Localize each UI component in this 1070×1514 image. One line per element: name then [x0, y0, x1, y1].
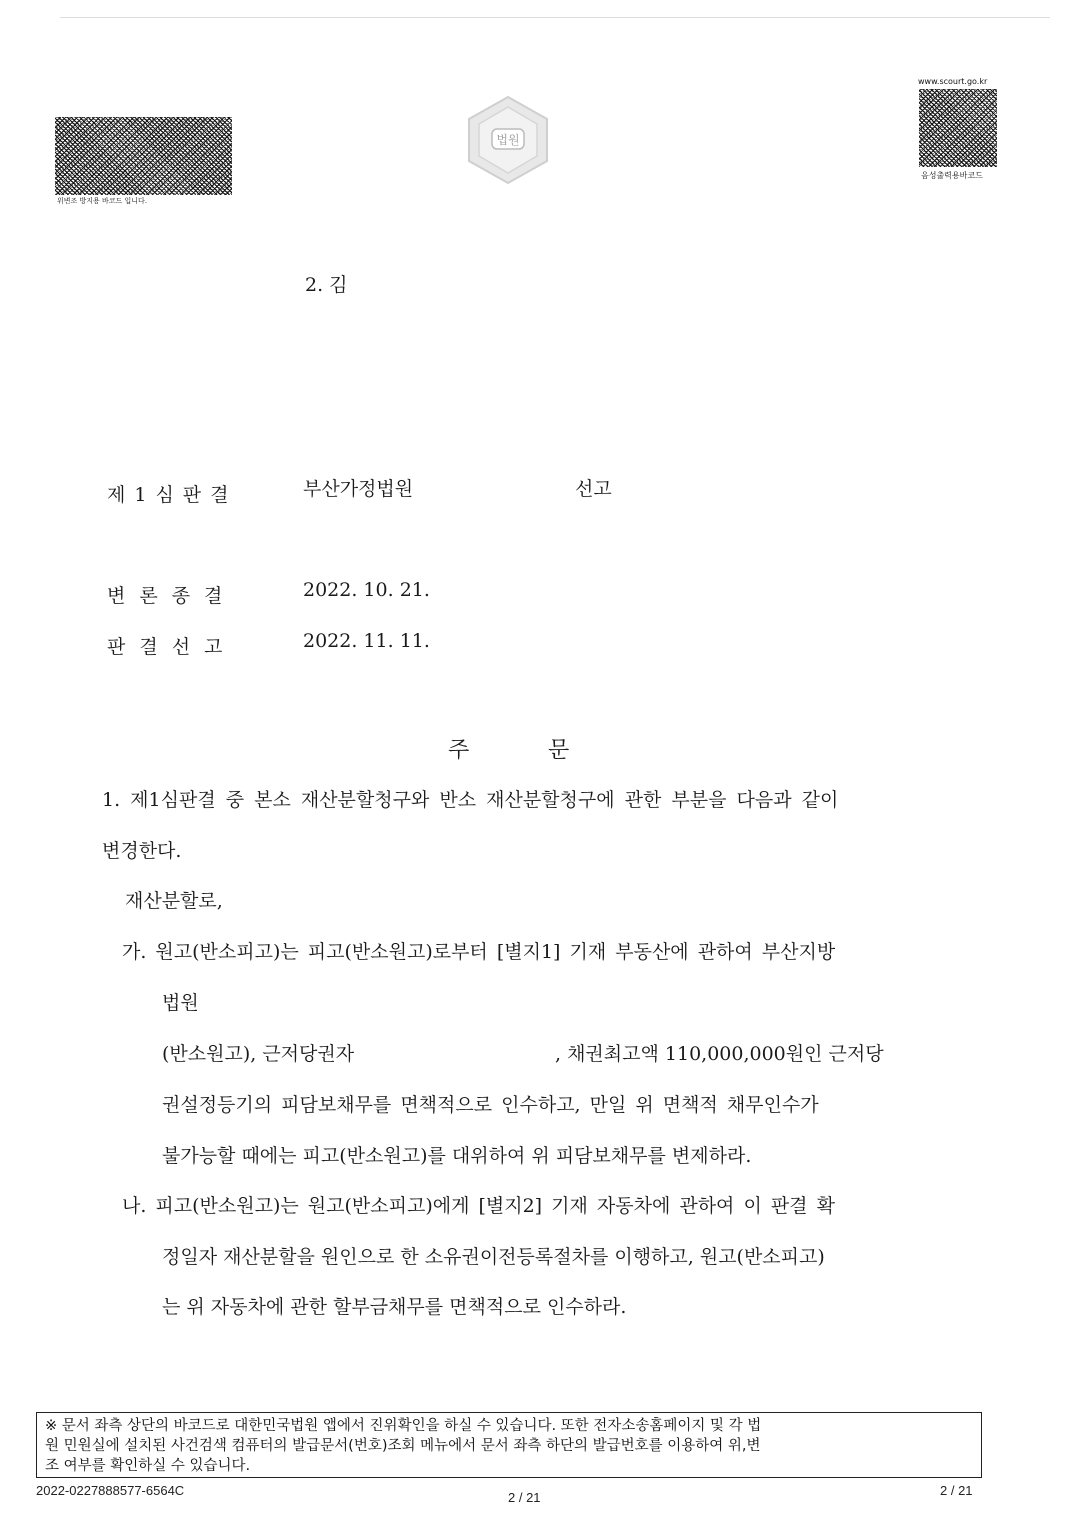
- order-line-2: 변경한다.: [102, 840, 182, 862]
- site-url: www.scourt.go.kr: [918, 77, 988, 86]
- order-line-9: 나. 피고(반소원고)는 원고(반소피고)에게 [별지2] 기재 자동차에 관하여 이 판결 확: [122, 1195, 835, 1217]
- scan-edge-line: [60, 17, 1050, 18]
- notice-line-3: 조 여부를 확인하실 수 있습니다.: [45, 1458, 251, 1474]
- order-line-1: 1. 제1심판결 중 본소 재산분할청구와 반소 재산분할청구에 관한 부분을 다음과 같이: [102, 789, 839, 811]
- party-line: 2. 김: [305, 274, 348, 296]
- anti-forgery-barcode-caption: 위변조 방지용 바코드 입니다.: [57, 197, 148, 205]
- notice-line-2: 원 민원실에 설치된 사건검색 컴퓨터의 발급문서(번호)조회 메뉴에서 문서 좌측 하단의 발급번호를 이용하여 위,변: [45, 1438, 761, 1454]
- closing-label: 변론종결: [107, 585, 237, 607]
- order-line-11: 는 위 자동차에 관한 할부금채무를 면책적으로 인수하라.: [162, 1296, 627, 1318]
- order-line-4: 가. 원고(반소피고)는 피고(반소원고)로부터 [별지1] 기재 부동산에 관하여 부산지방: [122, 941, 836, 963]
- page-number-center: 2 / 21: [508, 1490, 541, 1505]
- order-heading-left: 주: [448, 738, 470, 763]
- order-line-7: 권설정등기의 피담보채무를 면책적으로 인수하고, 만일 위 면책적 채무인수가: [162, 1094, 819, 1116]
- judgment-label: 판결선고: [107, 636, 237, 658]
- verification-notice-box: [36, 1412, 982, 1478]
- voice-output-barcode-caption: 음성출력용바코드: [921, 171, 983, 180]
- court-seal-text: 법원: [496, 133, 520, 147]
- issue-number: 2022-0227888577-6564C: [36, 1483, 185, 1498]
- first-instance-suffix: 선고: [575, 478, 612, 500]
- order-line-6a: (반소원고), 근저당권자: [162, 1043, 355, 1065]
- order-line-3: 재산분할로,: [125, 890, 223, 912]
- judgment-date: 2022. 11. 11.: [303, 630, 430, 652]
- notice-line-1: ※ 문서 좌측 상단의 바코드로 대한민국법원 앱에서 진위확인을 하실 수 있습니다. 또한 전자소송홈페이지 및 각 법: [45, 1418, 762, 1434]
- first-instance-court: 부산가정법원: [303, 478, 414, 500]
- voice-output-barcode: [919, 89, 997, 167]
- order-line-10: 정일자 재산분할을 원인으로 한 소유권이전등록절차를 이행하고, 원고(반소피고): [162, 1246, 825, 1268]
- order-line-8: 불가능할 때에는 피고(반소원고)를 대위하여 위 피담보채무를 변제하라.: [162, 1145, 752, 1167]
- order-line-5: 법원: [162, 992, 199, 1014]
- closing-date: 2022. 10. 21.: [303, 579, 430, 601]
- order-line-6b: , 채권최고액 110,000,000원인 근저당: [555, 1043, 884, 1065]
- order-heading-right: 문: [548, 738, 570, 763]
- page-number-right: 2 / 21: [940, 1483, 973, 1498]
- first-instance-label: 제1심판결: [107, 484, 238, 506]
- anti-forgery-barcode: [55, 117, 232, 195]
- court-seal-emblem: [465, 95, 551, 185]
